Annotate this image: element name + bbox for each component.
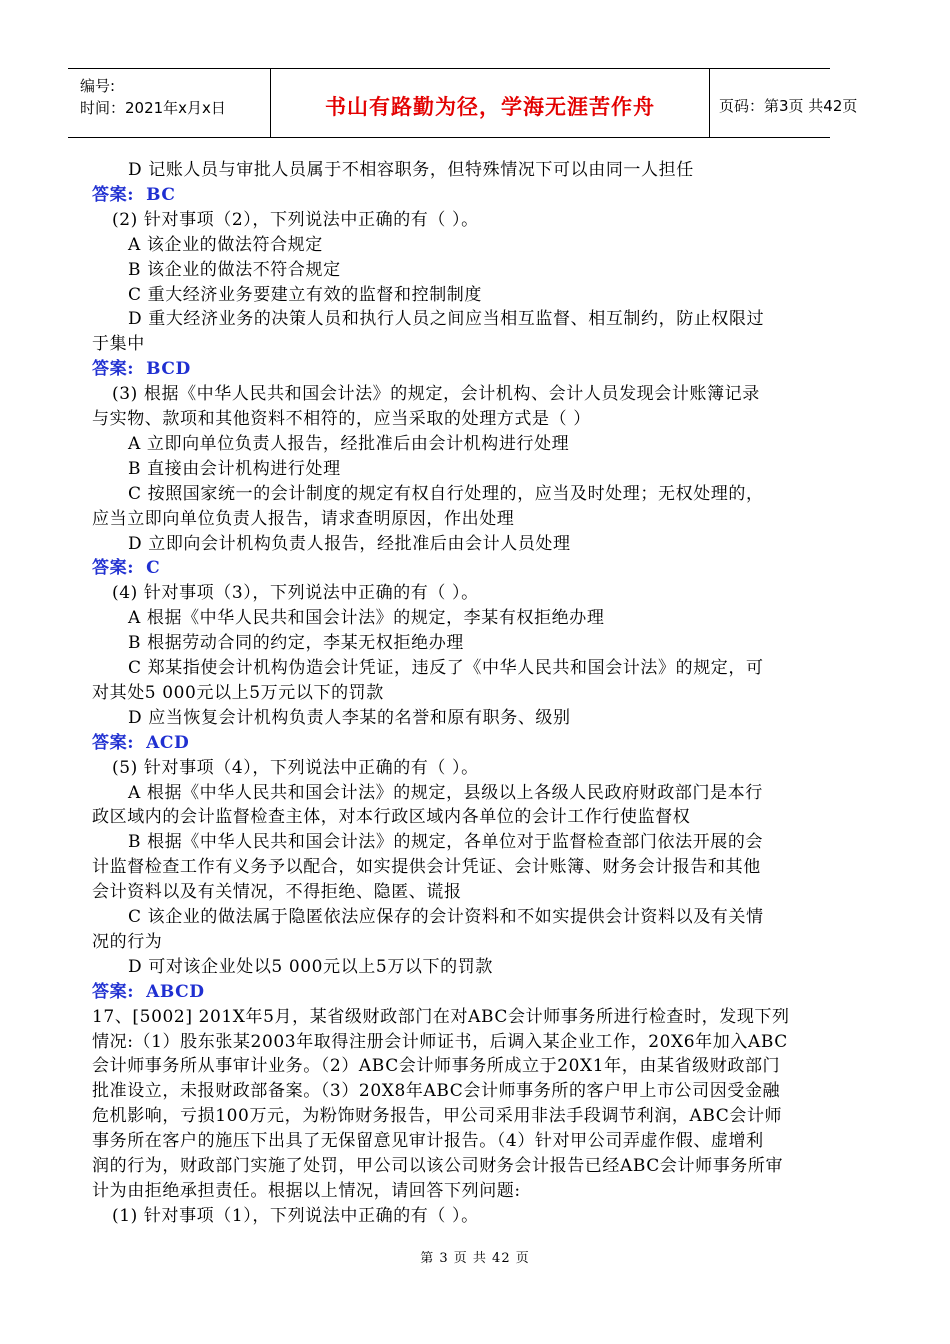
page-footer: 第 3 页 共 42 页 [420,1251,530,1266]
text-line: C 按照国家统一的会计制度的规定有权自行处理的，应当及时处理；无权处理的， [128,483,764,504]
text-line: D 应当恢复会计机构负责人李某的名誉和原有职务、级别 [128,707,571,728]
text-line: C 重大经济业务要建立有效的监督和控制制度 [128,284,483,305]
text-line: 事务所在客户的施压下出具了无保留意见审计报告。（4）针对甲公司弄虚作假、虚增利 [92,1131,764,1152]
text-line: 计为由拒绝承担责任。根据以上情况，请回答下列问题: [92,1180,521,1201]
text-line: A 立即向单位负责人报告，经批准后由会计机构进行处理 [128,433,570,454]
text-line: A 该企业的做法符合规定 [128,234,323,255]
text-line: 计监督检查工作有义务予以配合，如实提供会计凭证、会计账簿、财务会计报告和其他 [92,857,761,878]
answer-label: 答案: [92,558,135,579]
document-number-label: 编号: [80,77,116,95]
text-line: 况的行为 [92,931,163,952]
text-line: D 立即向会计机构负责人报告，经批准后由会计人员处理 [128,533,571,554]
answer-label: 答案: [92,184,135,205]
text-line: 与实物、款项和其他资料不相符的，应当采取的处理方式是（ ） [92,409,591,429]
answer-value: ABCD [146,981,205,1002]
text-line: (5) 针对事项（4），下列说法中正确的有（ ）。 [112,757,479,778]
text-line: A 根据《中华人民共和国会计法》的规定，李某有权拒绝办理 [128,608,605,629]
text-line: D 重大经济业务的决策人员和执行人员之间应当相互监督、相互制约，防止权限过 [128,309,765,330]
text-line: 会计师事务所从事审计业务。（2）ABC会计师事务所成立于20X1年，由某省级财政部门 [92,1056,781,1077]
header-left-cell [68,69,270,137]
answer-label: 答案: [92,359,135,380]
text-line: 对其处5 000元以上5万元以下的罚款 [92,682,384,703]
answer-line [92,357,191,382]
answer-value: C [146,558,161,579]
text-line: (3) 根据《中华人民共和国会计法》的规定，会计机构、会计人员发现会计账簿记录 [112,384,760,405]
text-line: C 该企业的做法属于隐匿依法应保存的会计资料和不如实提供会计资料以及有关情 [128,907,764,927]
answer-line [92,556,160,581]
answer-line [92,731,189,756]
answer-value: BC [146,184,176,205]
answer-value: ACD [146,732,190,753]
header-right-cell [709,69,858,137]
page-count-label: 页码：第3页 共42页 [719,97,858,115]
text-line: (2) 针对事项（2），下列说法中正确的有（ ）。 [112,209,479,230]
text-line: 政区域内的会计监督检查主体，对本行政区域内各单位的会计工作行使监督权 [92,807,691,828]
text-line: 于集中 [92,334,145,355]
text-line: (1) 针对事项（1），下列说法中正确的有（ ）。 [112,1205,479,1226]
answer-line [92,980,205,1005]
text-line: 危机影响，亏损100万元，为粉饰财务报告，甲公司采用非法手段调节利润，ABC会计师 [92,1106,783,1127]
text-line: 润的行为，财政部门实施了处罚，甲公司以该公司财务会计报告已经ABC会计师事务所审 [92,1156,784,1176]
text-line: D 可对该企业处以5 000元以上5万以下的罚款 [128,956,493,977]
text-line: 批准设立，未报财政部备案。（3）20X8年ABC会计师事务所的客户甲上市公司因受金融 [92,1081,781,1102]
answer-line [92,183,176,208]
answer-label: 答案: [92,981,135,1002]
document-date-label: 时间：2021年x月x日 [80,99,226,117]
header-motto: 书山有路勤为径，学海无涯苦作舟 [325,95,655,119]
text-line: D 记账人员与审批人员属于不相容职务，但特殊情况下可以由同一人担任 [128,160,694,180]
text-line: B 根据劳动合同的约定，李某无权拒绝办理 [128,633,464,654]
text-line: (4) 针对事项（3），下列说法中正确的有（ ）。 [112,583,479,604]
text-line: C 郑某指使会计机构伪造会计凭证，违反了《中华人民共和国会计法》的规定，可 [128,658,764,678]
answer-label: 答案: [92,732,135,753]
answer-value: BCD [146,359,191,380]
text-line: B 直接由会计机构进行处理 [128,458,341,479]
text-line: B 根据《中华人民共和国会计法》的规定，各单位对于监督检查部门依法开展的会 [128,832,764,853]
page-header [68,68,858,138]
text-line: 17、[5002] 201X年5月，某省级财政部门在对ABC会计师事务所进行检查时，发现下列 [92,1006,790,1027]
text-line: B 该企业的做法不符合规定 [128,259,341,280]
text-line: 情况:（1）股东张某2003年取得注册会计师证书，后调入某企业工作，20X6年加入ABC [92,1031,788,1052]
text-line: A 根据《中华人民共和国会计法》的规定，县级以上各级人民政府财政部门是本行 [128,782,763,803]
header-motto-cell [270,69,710,137]
text-line: 会计资料以及有关情况，不得拒绝、隐匿、谎报 [92,882,462,903]
text-line: 应当立即向单位负责人报告，请求查明原因，作出处理 [92,508,515,529]
